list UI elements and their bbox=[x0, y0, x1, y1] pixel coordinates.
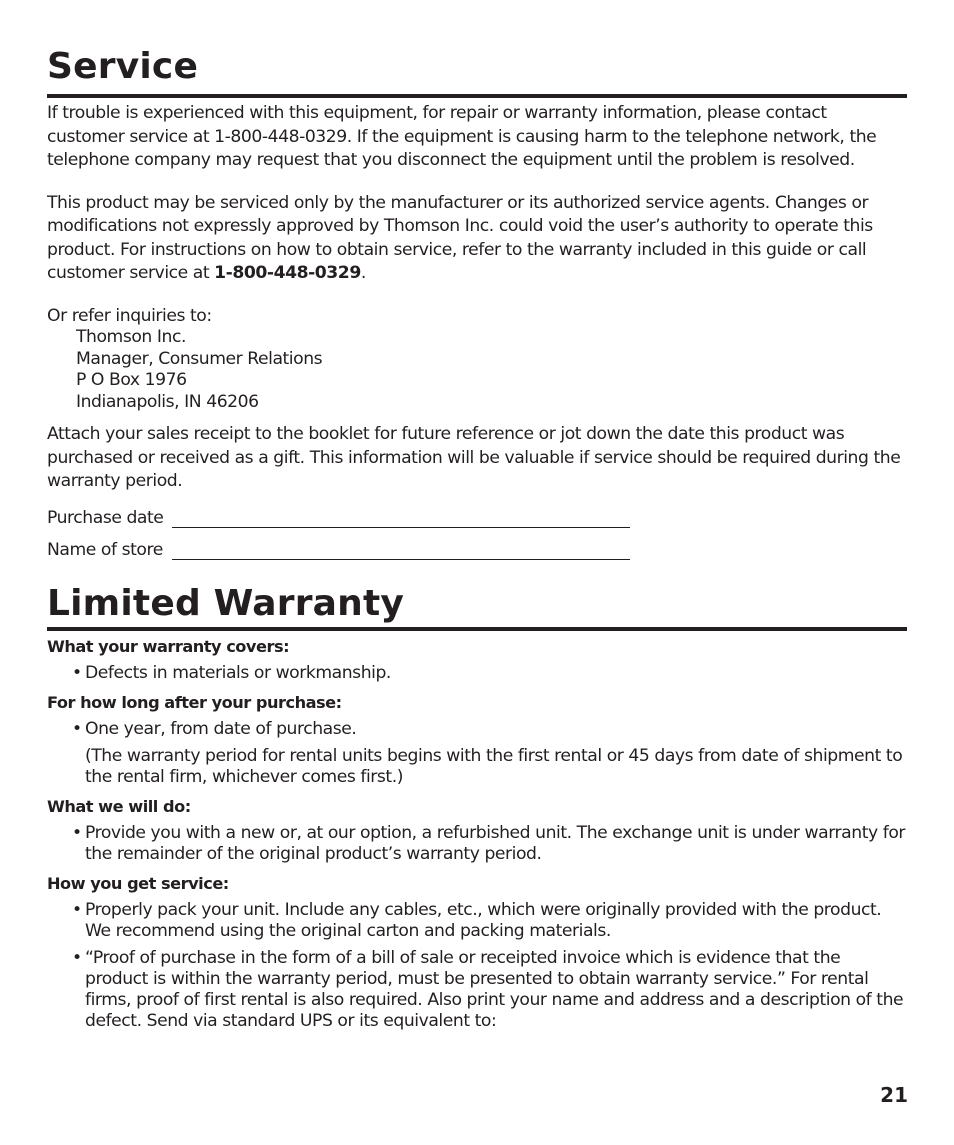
bullet-icon: • bbox=[72, 947, 82, 968]
list-item bbox=[47, 900, 907, 942]
store-name-label: Name of store bbox=[47, 539, 163, 560]
list-item-text: “Proof of purchase in the form of a bill of sale or receipted invoice which is evidence that the product is within the warranty period, must be presented to obtain warranty service.” For rental firms, proof of first rental is also required. Also print your name and address and a description of the defect. Send via standard UPS or its equivalent to: bbox=[85, 947, 904, 1031]
service-paragraph-2-text: This product may be serviced only by the manufacturer or its authorized service agents. Changes or modifications not expressly approved by Thomson Inc. could void the user’s authority to operate this product. For instructions on how to obtain service, refer to the warranty included in this guide or call customer service at bbox=[47, 192, 873, 283]
purchase-date-label: Purchase date bbox=[47, 507, 164, 528]
address-line: Indianapolis, IN 46206 bbox=[76, 391, 259, 412]
address-line: Thomson Inc. bbox=[76, 327, 186, 347]
list-item bbox=[47, 719, 907, 740]
service-title: Service bbox=[47, 46, 199, 87]
page-number: 21 bbox=[880, 1083, 908, 1107]
warranty-service-heading: How you get service: bbox=[47, 873, 229, 893]
page-content bbox=[47, 0, 907, 1032]
service-phone-number: 1-800-448-0329 bbox=[214, 263, 361, 283]
service-paragraph-3: Attach your sales receipt to the booklet for future reference or jot down the date this product was purchased or received as a gift. This information will be valuable if service should be required during the warranty period. bbox=[47, 424, 901, 491]
refer-inquiries-intro: Or refer inquiries to: bbox=[47, 305, 212, 326]
list-item-text: One year, from date of purchase. bbox=[85, 718, 357, 739]
warranty-duration-heading: For how long after your purchase: bbox=[47, 692, 342, 712]
list-item-text: Defects in materials or workmanship. bbox=[85, 662, 391, 683]
mailing-address bbox=[47, 327, 907, 413]
store-name-blank bbox=[172, 541, 630, 560]
list-item bbox=[47, 823, 907, 865]
address-line: Manager, Consumer Relations bbox=[76, 348, 323, 369]
service-paragraph-1: If trouble is experienced with this equipment, for repair or warranty information, please contact customer service at 1-800-448-0329. If the equipment is causing harm to the telephone network, the telephone company may request that you disconnect the equipment until the problem is resolved. bbox=[47, 103, 877, 170]
warranty-covers-heading: What your warranty covers: bbox=[47, 636, 290, 656]
purchase-date-row bbox=[47, 508, 907, 528]
service-paragraph-2 bbox=[47, 192, 907, 286]
store-name-row bbox=[47, 540, 907, 560]
list-item bbox=[47, 663, 907, 684]
list-item-text: Properly pack your unit. Include any cables, etc., which were originally provided with the product. We recommend using the original carton and packing materials. bbox=[85, 899, 882, 941]
bullet-icon: • bbox=[72, 899, 82, 920]
purchase-date-blank bbox=[172, 509, 630, 528]
address-line: P O Box 1976 bbox=[76, 370, 187, 390]
bullet-icon: • bbox=[72, 662, 82, 683]
bullet-icon: • bbox=[72, 822, 82, 843]
warranty-title: Limited Warranty bbox=[47, 582, 405, 624]
bullet-icon: • bbox=[72, 718, 82, 739]
warranty-action-heading: What we will do: bbox=[47, 796, 191, 816]
list-item bbox=[47, 948, 907, 1032]
rental-note: (The warranty period for rental units begins with the first rental or 45 days from date of shipment to the rental firm, whichever comes first.) bbox=[85, 745, 903, 787]
list-item-text: Provide you with a new or, at our option, a refurbished unit. The exchange unit is under warranty for the remainder of the original product’s warranty period. bbox=[85, 822, 905, 864]
service-paragraph-2-end: . bbox=[360, 263, 366, 283]
